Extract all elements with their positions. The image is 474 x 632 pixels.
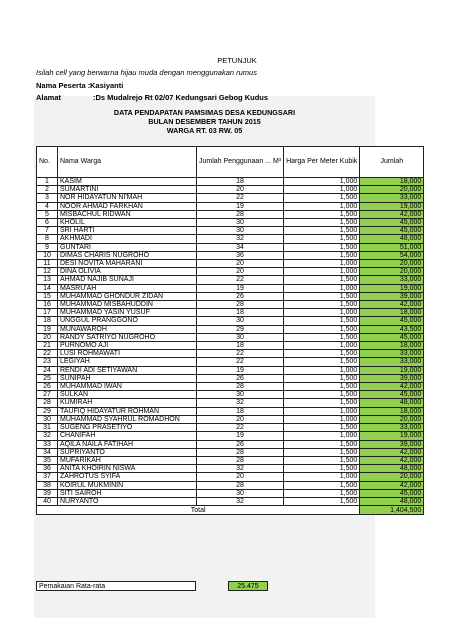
table-row	[37, 301, 424, 309]
cell-harga[interactable]: 1,500	[284, 465, 360, 473]
cell-harga[interactable]: 1,000	[284, 202, 360, 210]
cell-jumlah-penggunaan[interactable]: 18	[197, 342, 284, 350]
cell-jumlah-penggunaan[interactable]: 19	[197, 284, 284, 292]
cell-no: 34	[37, 448, 58, 456]
cell-jumlah[interactable]: 20,000	[360, 415, 424, 423]
cell-harga[interactable]: 1,500	[284, 374, 360, 382]
cell-jumlah-penggunaan[interactable]: 20	[197, 186, 284, 194]
cell-no: 5	[37, 210, 58, 218]
cell-jumlah[interactable]: 20,000	[360, 186, 424, 194]
cell-no: 33	[37, 440, 58, 448]
cell-jumlah[interactable]: 33,000	[360, 424, 424, 432]
cell-jumlah-penggunaan[interactable]: 32	[197, 399, 284, 407]
table-row	[37, 276, 424, 284]
table-row	[37, 456, 424, 464]
cell-no: 38	[37, 481, 58, 489]
report-title-3: WARGA RT. 03 RW. 05	[166, 126, 243, 135]
cell-jumlah-penggunaan[interactable]: 22	[197, 358, 284, 366]
table-row	[37, 399, 424, 407]
cell-harga[interactable]: 1,000	[284, 268, 360, 276]
total-label: Total	[37, 506, 360, 515]
cell-nama[interactable]: MUFARIKAH	[58, 456, 197, 464]
cell-jumlah[interactable]: 51,000	[360, 243, 424, 251]
cell-no: 31	[37, 424, 58, 432]
cell-no: 13	[37, 276, 58, 284]
cell-no: 3	[37, 194, 58, 202]
header-harga: Harga Per Meter Kubik	[284, 147, 360, 178]
cell-no: 2	[37, 186, 58, 194]
petunjuk-heading: PETUNJUK	[217, 56, 257, 65]
cell-jumlah[interactable]: 43,500	[360, 325, 424, 333]
header-jumlah: Jumlah	[360, 147, 424, 178]
table-row	[37, 317, 424, 325]
table-row	[37, 243, 424, 251]
cell-harga[interactable]: 1,000	[284, 186, 360, 194]
header-no: No.	[37, 147, 58, 178]
cell-no: 22	[37, 350, 58, 358]
cell-no: 36	[37, 465, 58, 473]
cell-no: 9	[37, 243, 58, 251]
cell-harga[interactable]: 1,500	[284, 358, 360, 366]
cell-jumlah[interactable]: 19,000	[360, 284, 424, 292]
cell-no: 4	[37, 202, 58, 210]
cell-jumlah-penggunaan[interactable]: 30	[197, 489, 284, 497]
cell-harga[interactable]: 1,500	[284, 243, 360, 251]
cell-jumlah-penggunaan[interactable]: 28	[197, 448, 284, 456]
table-header-row	[37, 147, 424, 178]
cell-harga[interactable]: 1,000	[284, 366, 360, 374]
average-value[interactable]: 25.475	[228, 581, 268, 591]
cell-harga[interactable]: 1,500	[284, 497, 360, 505]
cell-jumlah[interactable]: 33,000	[360, 350, 424, 358]
table-row	[37, 415, 424, 423]
cell-jumlah-penggunaan[interactable]: 22	[197, 194, 284, 202]
cell-nama[interactable]: NURYANTO	[58, 497, 197, 505]
cell-no: 10	[37, 251, 58, 259]
cell-jumlah-penggunaan[interactable]: 28	[197, 301, 284, 309]
cell-jumlah-penggunaan[interactable]: 19	[197, 432, 284, 440]
cell-no: 1	[37, 178, 58, 186]
cell-harga[interactable]: 1,000	[284, 178, 360, 186]
table-row	[37, 186, 424, 194]
cell-no: 12	[37, 268, 58, 276]
cell-harga[interactable]: 1,500	[284, 325, 360, 333]
cell-nama[interactable]: AHMAD NAJIB SUNAJI	[58, 276, 197, 284]
cell-jumlah-penggunaan[interactable]: 28	[197, 210, 284, 218]
cell-nama[interactable]: RENDI ADI SETIYAWAN	[58, 366, 197, 374]
cell-jumlah[interactable]: 45,000	[360, 489, 424, 497]
cell-no: 18	[37, 317, 58, 325]
table-row	[37, 227, 424, 235]
cell-nama[interactable]: NOR HIDAYATUN NI'MAH	[58, 194, 197, 202]
cell-jumlah-penggunaan[interactable]: 29	[197, 325, 284, 333]
cell-no: 7	[37, 227, 58, 235]
cell-harga[interactable]: 1,500	[284, 292, 360, 300]
cell-jumlah[interactable]: 39,000	[360, 374, 424, 382]
cell-no: 28	[37, 399, 58, 407]
cell-jumlah[interactable]: 45,000	[360, 219, 424, 227]
cell-nama[interactable]: MUHAMMAD MISBAHUDDIN	[58, 301, 197, 309]
alamat-label: Alamat	[36, 93, 62, 102]
cell-nama[interactable]: CHANIFAH	[58, 432, 197, 440]
table-row	[37, 358, 424, 366]
table-row	[37, 202, 424, 210]
cell-no: 39	[37, 489, 58, 497]
cell-nama[interactable]: SULKAN	[58, 391, 197, 399]
cell-jumlah-penggunaan[interactable]: 19	[197, 202, 284, 210]
cell-no: 25	[37, 374, 58, 382]
cell-jumlah-penggunaan[interactable]: 28	[197, 481, 284, 489]
cell-jumlah-penggunaan[interactable]: 30	[197, 391, 284, 399]
cell-jumlah-penggunaan[interactable]: 32	[197, 235, 284, 243]
cell-harga[interactable]: 1,500	[284, 235, 360, 243]
table-row	[37, 366, 424, 374]
cell-jumlah-penggunaan[interactable]: 26	[197, 374, 284, 382]
cell-jumlah-penggunaan[interactable]: 18	[197, 407, 284, 415]
table-row	[37, 383, 424, 391]
cell-no: 35	[37, 456, 58, 464]
cell-no: 37	[37, 473, 58, 481]
cell-nama[interactable]: GUNTARI	[58, 243, 197, 251]
cell-harga[interactable]: 1,000	[284, 473, 360, 481]
cell-no: 14	[37, 284, 58, 292]
cell-jumlah[interactable]: 33,000	[360, 358, 424, 366]
nama-value[interactable]: Kasiyanti	[90, 81, 124, 90]
cell-jumlah-penggunaan[interactable]: 30	[197, 227, 284, 235]
table-row	[37, 178, 424, 186]
cell-jumlah[interactable]: 19,000	[360, 432, 424, 440]
cell-jumlah[interactable]: 45,000	[360, 333, 424, 341]
table-row	[37, 260, 424, 268]
table-row	[37, 497, 424, 505]
report-title-1: DATA PENDAPATAN PAMSIMAS DESA KEDUNGSARI	[113, 108, 296, 117]
cell-jumlah-penggunaan[interactable]: 22	[197, 424, 284, 432]
table-row	[37, 325, 424, 333]
cell-no: 16	[37, 301, 58, 309]
cell-harga[interactable]: 1,000	[284, 432, 360, 440]
cell-no: 15	[37, 292, 58, 300]
cell-jumlah-penggunaan[interactable]: 20	[197, 415, 284, 423]
cell-jumlah[interactable]: 18,000	[360, 407, 424, 415]
cell-jumlah-penggunaan[interactable]: 36	[197, 251, 284, 259]
table-row	[37, 489, 424, 497]
cell-jumlah[interactable]: 42,000	[360, 481, 424, 489]
cell-jumlah[interactable]: 18,000	[360, 309, 424, 317]
cell-harga[interactable]: 1,500	[284, 317, 360, 325]
cell-jumlah-penggunaan[interactable]: 18	[197, 178, 284, 186]
average-label: Pemakaian Rata-rata	[36, 581, 196, 591]
cell-no: 29	[37, 407, 58, 415]
table-row	[37, 292, 424, 300]
cell-nama[interactable]: MUHAMMAD YASIN YUSUF	[58, 309, 197, 317]
nama-label: Nama Peserta :	[36, 81, 91, 90]
cell-jumlah-penggunaan[interactable]: 18	[197, 309, 284, 317]
cell-nama[interactable]: SITI SAIROH	[58, 489, 197, 497]
table-row	[37, 268, 424, 276]
cell-harga[interactable]: 1,500	[284, 424, 360, 432]
cell-no: 8	[37, 235, 58, 243]
cell-no: 24	[37, 366, 58, 374]
cell-jumlah[interactable]: 42,000	[360, 210, 424, 218]
cell-jumlah[interactable]: 48,000	[360, 399, 424, 407]
data-table	[36, 146, 424, 515]
cell-nama[interactable]: AKHMADI	[58, 235, 197, 243]
cell-no: 17	[37, 309, 58, 317]
table-row	[37, 407, 424, 415]
cell-jumlah-penggunaan[interactable]: 26	[197, 440, 284, 448]
table-row	[37, 448, 424, 456]
cell-harga[interactable]: 1,500	[284, 210, 360, 218]
cell-jumlah[interactable]: 48,000	[360, 465, 424, 473]
cell-harga[interactable]: 1,000	[284, 342, 360, 350]
cell-no: 11	[37, 260, 58, 268]
cell-nama[interactable]: SUPRIYANTO	[58, 448, 197, 456]
cell-harga[interactable]: 1,500	[284, 194, 360, 202]
cell-jumlah[interactable]: 42,000	[360, 448, 424, 456]
cell-nama[interactable]: PURNOMO AJI	[58, 342, 197, 350]
cell-nama[interactable]: KOIRUL MUKMININ	[58, 481, 197, 489]
cell-jumlah-penggunaan[interactable]: 32	[197, 465, 284, 473]
cell-nama[interactable]: UNGGUL PRANGGONO	[58, 317, 197, 325]
cell-harga[interactable]: 1,000	[284, 309, 360, 317]
cell-nama[interactable]: DIMAS CHARIS NUGROHO	[58, 251, 197, 259]
cell-nama[interactable]: TAUFIQ HIDAYATUR ROHMAN	[58, 407, 197, 415]
cell-jumlah[interactable]: 39,000	[360, 440, 424, 448]
cell-harga[interactable]: 1,000	[284, 415, 360, 423]
cell-no: 26	[37, 383, 58, 391]
table-row	[37, 210, 424, 218]
cell-jumlah[interactable]: 20,000	[360, 268, 424, 276]
cell-jumlah[interactable]: 19,000	[360, 366, 424, 374]
cell-jumlah-penggunaan[interactable]: 19	[197, 366, 284, 374]
cell-nama[interactable]: DESI NOVITA MAHARANI	[58, 260, 197, 268]
cell-harga[interactable]: 1,500	[284, 489, 360, 497]
cell-jumlah[interactable]: 18,000	[360, 178, 424, 186]
cell-harga[interactable]: 1,000	[284, 284, 360, 292]
cell-harga[interactable]: 1,500	[284, 399, 360, 407]
cell-jumlah[interactable]: 19,000	[360, 202, 424, 210]
cell-nama[interactable]: LUSI ROHMAWATI	[58, 350, 197, 358]
table-row	[37, 440, 424, 448]
table-row	[37, 309, 424, 317]
cell-no: 23	[37, 358, 58, 366]
cell-jumlah[interactable]: 20,000	[360, 473, 424, 481]
cell-jumlah[interactable]: 42,000	[360, 301, 424, 309]
cell-harga[interactable]: 1,500	[284, 391, 360, 399]
cell-jumlah-penggunaan[interactable]: 32	[197, 497, 284, 505]
cell-jumlah[interactable]: 42,000	[360, 456, 424, 464]
table-row	[37, 251, 424, 259]
cell-nama[interactable]: KUMIRAH	[58, 399, 197, 407]
cell-nama[interactable]: MASRU'AH	[58, 284, 197, 292]
table-row	[37, 333, 424, 341]
cell-harga[interactable]: 1,500	[284, 440, 360, 448]
cell-nama[interactable]: NOOR AHMAD FARKHAN	[58, 202, 197, 210]
cell-harga[interactable]: 1,500	[284, 481, 360, 489]
header-nama: Nama Warga	[58, 147, 197, 178]
cell-jumlah[interactable]: 45,000	[360, 391, 424, 399]
table-row	[37, 342, 424, 350]
cell-nama[interactable]: RANDY SATRIYO NUGROHO	[58, 333, 197, 341]
cell-nama[interactable]: SUGENG PRASETIYO	[58, 424, 197, 432]
table-row	[37, 391, 424, 399]
table-row	[37, 481, 424, 489]
cell-harga[interactable]: 1,500	[284, 301, 360, 309]
cell-harga[interactable]: 1,500	[284, 219, 360, 227]
table-body	[37, 178, 424, 506]
cell-harga[interactable]: 1,500	[284, 350, 360, 358]
cell-no: 32	[37, 432, 58, 440]
cell-jumlah[interactable]: 39,000	[360, 292, 424, 300]
cell-jumlah[interactable]: 33,000	[360, 276, 424, 284]
cell-nama[interactable]: ANITA KHOIRIN NISWA	[58, 465, 197, 473]
cell-nama[interactable]: SUMARTINI	[58, 186, 197, 194]
cell-nama[interactable]: KHOLIL	[58, 219, 197, 227]
cell-nama[interactable]: MUHAMMAD IWAN	[58, 383, 197, 391]
cell-no: 21	[37, 342, 58, 350]
instruction-text: Isilah cell yang berwarna hijau muda dengan menggunakan rumus	[36, 68, 257, 77]
cell-jumlah[interactable]: 20,000	[360, 260, 424, 268]
cell-harga[interactable]: 1,000	[284, 260, 360, 268]
cell-jumlah[interactable]: 48,000	[360, 235, 424, 243]
cell-jumlah-penggunaan[interactable]: 34	[197, 243, 284, 251]
header-jumlah-penggunaan: Jumlah Penggunaan ... M³	[197, 147, 284, 178]
table-row	[37, 473, 424, 481]
cell-harga[interactable]: 1,500	[284, 448, 360, 456]
cell-nama[interactable]: MUNAWAROH	[58, 325, 197, 333]
cell-no: 27	[37, 391, 58, 399]
cell-harga[interactable]: 1,500	[284, 456, 360, 464]
cell-jumlah[interactable]: 18,000	[360, 342, 424, 350]
table-row	[37, 284, 424, 292]
cell-nama[interactable]: MUHAMMAD GHONDUR ZIDAN	[58, 292, 197, 300]
total-value[interactable]: 1,404,500	[360, 506, 424, 515]
cell-nama[interactable]: AQILA NAILA FATIHAH	[58, 440, 197, 448]
table-row	[37, 465, 424, 473]
cell-nama[interactable]: MUHAMMAD SYAHRUL ROMADHON	[58, 415, 197, 423]
cell-jumlah-penggunaan[interactable]: 20	[197, 268, 284, 276]
cell-harga[interactable]: 1,500	[284, 383, 360, 391]
cell-jumlah-penggunaan[interactable]: 28	[197, 383, 284, 391]
table-row	[37, 194, 424, 202]
cell-harga[interactable]: 1,500	[284, 276, 360, 284]
table-row	[37, 424, 424, 432]
table-row	[37, 432, 424, 440]
cell-nama[interactable]: MISBACHUL RIDWAN	[58, 210, 197, 218]
cell-no: 20	[37, 333, 58, 341]
alamat-value[interactable]: :Ds Mudalrejo Rt 02/07 Kedungsari Gebog Kudus	[93, 93, 269, 102]
cell-jumlah-penggunaan[interactable]: 20	[197, 260, 284, 268]
cell-harga[interactable]: 1,500	[284, 251, 360, 259]
cell-jumlah[interactable]: 54,000	[360, 251, 424, 259]
cell-jumlah[interactable]: 48,000	[360, 497, 424, 505]
cell-no: 30	[37, 415, 58, 423]
cell-jumlah-penggunaan[interactable]: 22	[197, 350, 284, 358]
cell-nama[interactable]: KASIM	[58, 178, 197, 186]
cell-jumlah[interactable]: 33,000	[360, 194, 424, 202]
cell-harga[interactable]: 1,500	[284, 227, 360, 235]
cell-no: 19	[37, 325, 58, 333]
cell-jumlah-penggunaan[interactable]: 30	[197, 317, 284, 325]
table-row	[37, 374, 424, 382]
cell-nama[interactable]: SRI HARTI	[58, 227, 197, 235]
cell-no: 6	[37, 219, 58, 227]
table-row	[37, 350, 424, 358]
cell-nama[interactable]: LEGIYAH	[58, 358, 197, 366]
cell-jumlah-penggunaan[interactable]: 20	[197, 473, 284, 481]
table-row	[37, 235, 424, 243]
total-row	[37, 506, 424, 515]
cell-jumlah[interactable]: 45,000	[360, 317, 424, 325]
cell-jumlah-penggunaan[interactable]: 28	[197, 456, 284, 464]
cell-no: 40	[37, 497, 58, 505]
cell-nama[interactable]: DINA OLIVIA	[58, 268, 197, 276]
cell-jumlah[interactable]: 45,000	[360, 227, 424, 235]
cell-harga[interactable]: 1,000	[284, 407, 360, 415]
report-title-2: BULAN DESEMBER TAHUN 2015	[148, 117, 261, 126]
cell-nama[interactable]: SUNIPAH	[58, 374, 197, 382]
cell-jumlah[interactable]: 42,000	[360, 383, 424, 391]
cell-jumlah-penggunaan[interactable]: 30	[197, 219, 284, 227]
cell-harga[interactable]: 1,500	[284, 333, 360, 341]
cell-nama[interactable]: ZAHROTUS SYIFA	[58, 473, 197, 481]
cell-jumlah-penggunaan[interactable]: 26	[197, 292, 284, 300]
table-row	[37, 219, 424, 227]
cell-jumlah-penggunaan[interactable]: 30	[197, 333, 284, 341]
cell-jumlah-penggunaan[interactable]: 22	[197, 276, 284, 284]
